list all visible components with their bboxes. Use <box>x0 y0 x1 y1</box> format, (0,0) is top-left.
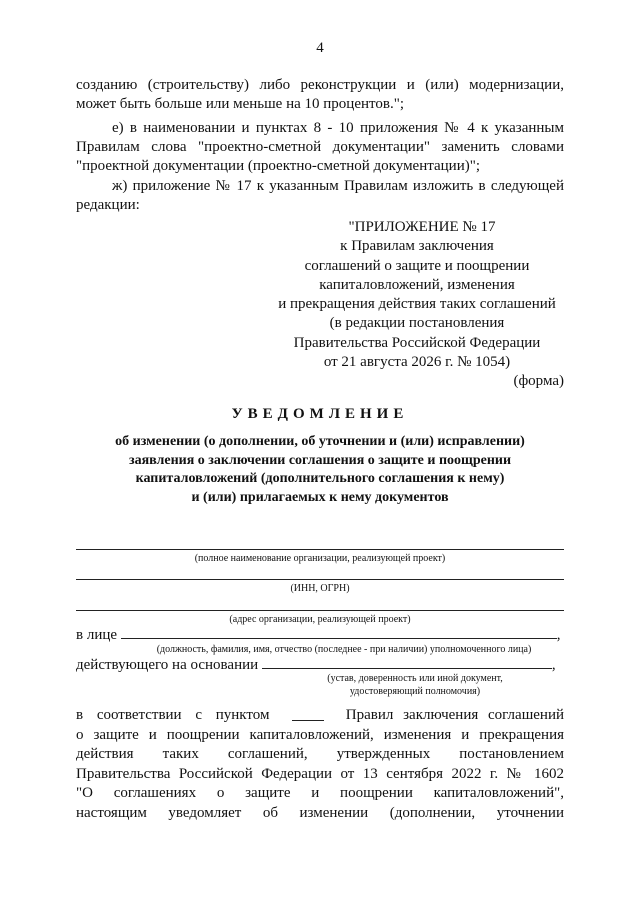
appendix-line: (в редакции постановления <box>329 315 505 332</box>
form-label: (форма) <box>513 373 564 389</box>
text-line: созданию (строительству) либо реконструкции и (или) модернизации, <box>76 77 564 93</box>
text-line: настоящим уведомляет об изменении (дополнении, уточнении <box>76 804 564 821</box>
text-line: "О соглашениях о защите и поощрении капиталовложений", <box>76 785 564 801</box>
clause-number-blank[interactable] <box>292 706 324 721</box>
appendix-line: Правительства Российской Федерации <box>293 334 541 351</box>
appendix-line: "ПРИЛОЖЕНИЕ № 17 <box>348 219 496 235</box>
text-fragment: в соответствии с пунктом <box>76 707 270 723</box>
text-line: "проектной документации (проектно-сметной документации)"; <box>76 158 481 174</box>
inn-ogrn-caption: (ИНН, ОГРН) <box>290 583 350 594</box>
caption-line: удостоверяющий полномочия) <box>349 686 481 697</box>
appendix-line: и прекращения действия таких соглашений <box>278 296 556 313</box>
text-fragment: Правил заключения соглашений <box>345 707 564 723</box>
in-person-blank[interactable] <box>121 624 557 639</box>
paragraph-item-zh <box>76 177 564 215</box>
org-name-caption: (полное наименование организации, реализующей проект) <box>194 553 446 564</box>
paragraph-item-e <box>76 119 564 176</box>
text-line: Правилам слова "проектно-сметной документации" заменить словами <box>76 139 564 155</box>
caption-line: (устав, доверенность или иной документ, <box>327 673 503 684</box>
subtitle-line: заявления о заключении соглашения о защите и поощрении <box>128 452 512 468</box>
text-line: действия таких соглашений, утвержденных постановлением <box>76 746 564 762</box>
page-number: 4 <box>316 40 324 56</box>
text-line: ж) приложение № 17 к указанным Правилам изложить в следующей <box>112 178 564 194</box>
org-name-line[interactable] <box>76 549 564 550</box>
in-person-row <box>76 624 561 644</box>
subtitle-line: об изменении (о дополнении, об уточнении и (или) исправлении) <box>115 434 525 449</box>
appendix-line: от 21 августа 2026 г. № 1054) <box>323 354 511 371</box>
subtitle-line: капиталовложений (дополнительного соглашения к нему) <box>135 471 505 486</box>
in-person-label: в лице <box>76 627 118 643</box>
text-line: может быть больше или меньше на 10 процентов."; <box>76 96 404 112</box>
appendix-line: капиталовложений, изменения <box>319 276 515 293</box>
text-line: е) в наименовании и пунктах 8 - 10 приложения № 4 к указанным <box>112 120 564 136</box>
text-line: о защите и поощрении капиталовложений, изменения и прекращения <box>76 726 564 743</box>
acting-row <box>76 654 556 674</box>
notice-title: УВЕДОМЛЕНИЕ <box>231 406 409 422</box>
acting-label: действующего на основании <box>76 657 259 673</box>
acting-blank[interactable] <box>262 654 552 669</box>
subtitle-line: и (или) прилагаемых к нему документов <box>191 489 449 505</box>
appendix-line: соглашений о защите и поощрении <box>304 257 530 274</box>
address-line[interactable] <box>76 610 564 611</box>
closing-paragraph <box>76 706 564 823</box>
text-line: редакции: <box>76 197 140 213</box>
in-person-comma: , <box>556 627 561 643</box>
text-line <box>76 706 564 726</box>
acting-caption <box>270 672 560 698</box>
acting-comma: , <box>551 657 556 673</box>
inn-ogrn-line[interactable] <box>76 579 564 580</box>
in-person-caption: (должность, фамилия, имя, отчество (последнее - при наличии) уполномоченного лица) <box>156 644 532 655</box>
address-caption: (адрес организации, реализующей проект) <box>229 614 411 625</box>
paragraph-continuation <box>76 76 564 114</box>
appendix-line: к Правилам заключения <box>340 238 494 255</box>
text-line: Правительства Российской Федерации от 13 сентября 2022 г. № 1602 <box>76 765 564 782</box>
appendix-header <box>272 218 562 372</box>
notice-subtitle <box>0 433 640 507</box>
